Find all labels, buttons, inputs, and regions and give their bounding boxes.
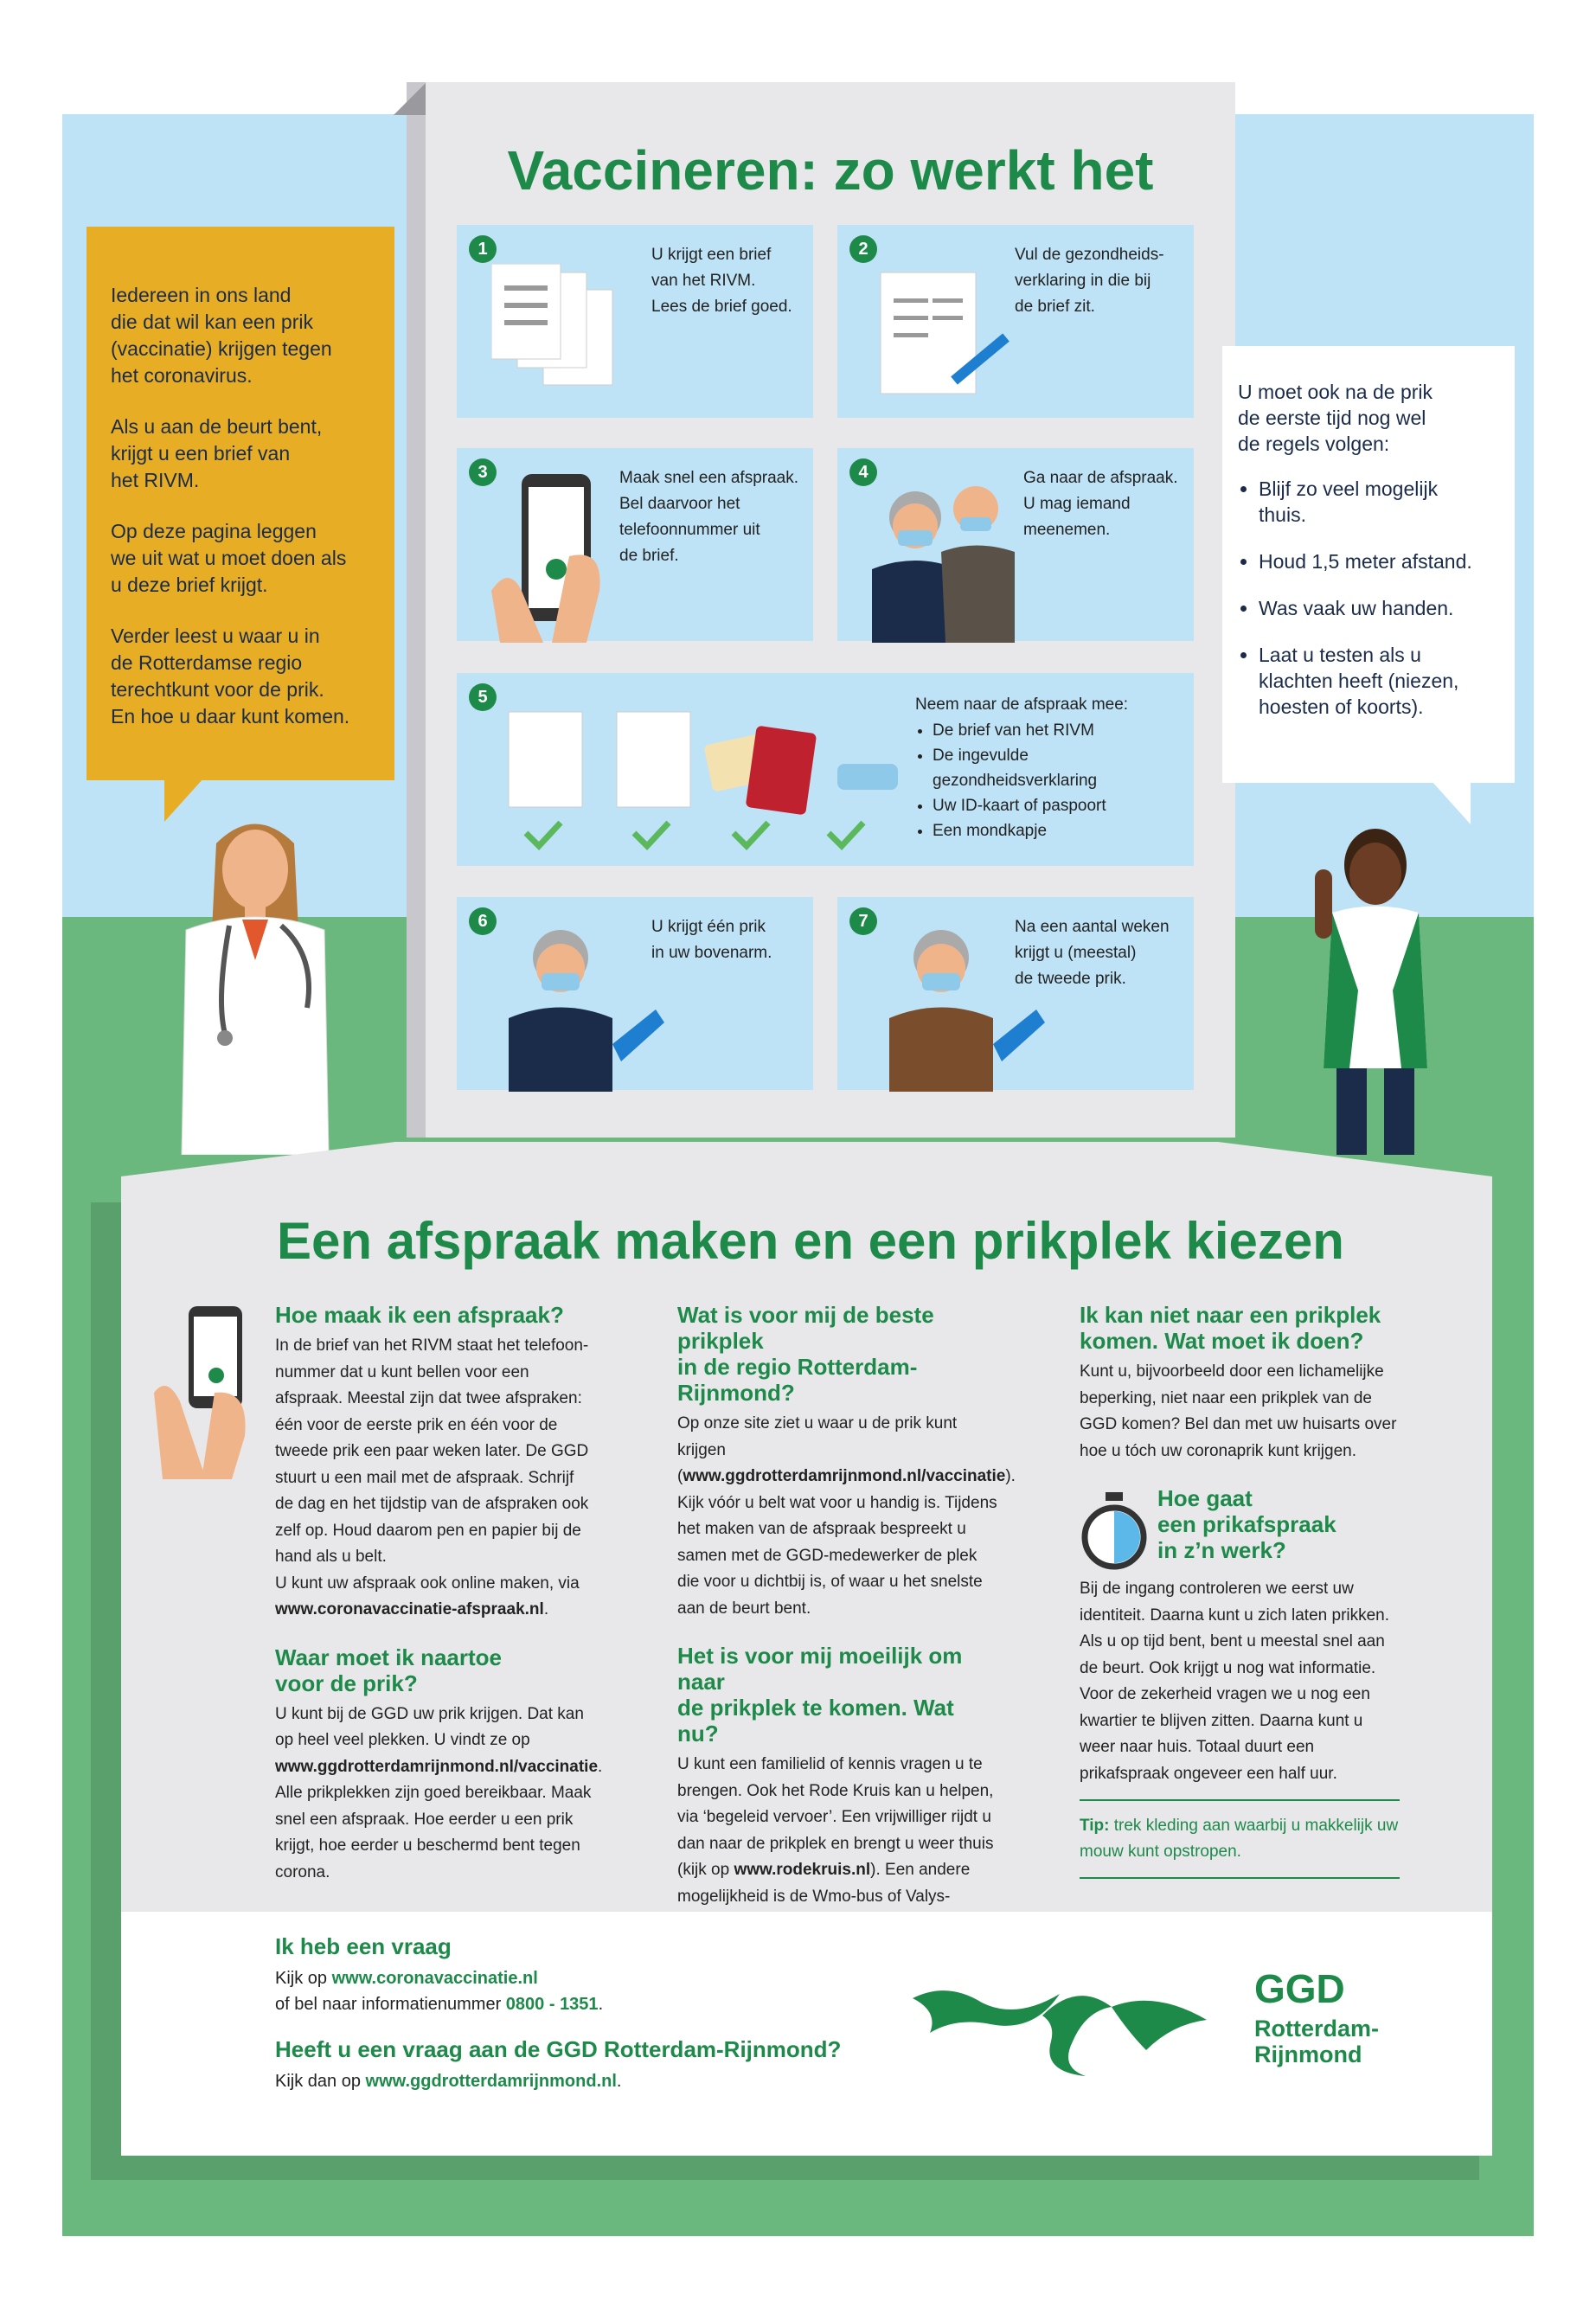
- text-call: of bel naar informatienummer: [275, 1995, 502, 2014]
- step-number: 2: [849, 235, 877, 263]
- punctuation: .: [616, 2072, 622, 2091]
- phone-call-icon: [154, 1306, 258, 1479]
- link-ggdrotterdamrijnmond[interactable]: www.ggdrotterdamrijnmond.nl: [365, 2072, 617, 2091]
- step-2-text: Vul de gezondheids- verklaring in die bij de brief zit.: [1015, 246, 1164, 316]
- rules-bubble: [1222, 346, 1515, 783]
- link-ggd-vaccinatie[interactable]: www.ggdrotterdamrijnmond.nl/vaccinatie: [275, 1757, 599, 1776]
- step-6-text: U krijgt één prik in uw bovenarm.: [651, 918, 772, 962]
- footer-question-text: [275, 1965, 967, 2017]
- step-7-card: [837, 897, 1194, 1090]
- footer-ggd-text: [275, 2068, 967, 2094]
- column-home: [1080, 1302, 1400, 1879]
- step-5-list: [915, 718, 1106, 843]
- step-1-text: U krijgt een brief van het RIVM. Lees de brief goed.: [651, 246, 792, 316]
- couple-masks-icon: [863, 465, 1028, 643]
- step-5-text: Neem naar de afspraak mee:: [915, 695, 1129, 714]
- column-appointment: [275, 1302, 603, 1907]
- step-4-card: [837, 448, 1194, 641]
- rule-item: • Blijf zo veel mogelijk thuis.: [1259, 476, 1499, 528]
- rule-item: • Laat u testen als u klachten heeft (niezen, hoesten of koorts).: [1259, 642, 1499, 720]
- logo-rijnmond: Rijnmond: [1254, 2041, 1362, 2067]
- step-3-text: Maak snel een afspraak. Bel daarvoor het telefoonnummer uit de brief.: [619, 469, 799, 565]
- documents-checklist-icons: [491, 703, 924, 859]
- footer-contact: [275, 1933, 967, 2113]
- link-coronavaccinatie[interactable]: www.coronavaccinatie.nl: [331, 1969, 538, 1988]
- tip-box: [1080, 1799, 1400, 1879]
- step-2-card: [837, 225, 1194, 418]
- heading-cannot-go: Ik kan niet naar een prikplek komen. Wat moet ik doen?: [1080, 1302, 1381, 1354]
- step-7-text: Na een aantal weken krijgt u (meestal) de tweede prik.: [1015, 918, 1170, 988]
- tip-label: Tip:: [1080, 1817, 1110, 1835]
- footer-question-heading: Ik heb een vraag: [275, 1933, 452, 1959]
- heading-how-it-works: Hoe gaat een prikafspraak in z’n werk?: [1157, 1485, 1336, 1563]
- text-how-it-works: Bij de ingang controleren we eerst uw identiteit. Daarna kunt u zich laten prikken. Als u op tijd bent, bent u meestal snel aan de beurt. Ook krijgt u nog wat informatie. Voor de zekerheid vragen we u nog een kwartier te blijven zitten. Daarna kunt u weer naar huis. Totaal duurt een prikafspraak ongeveer een half uur.: [1080, 1580, 1390, 1783]
- text-look-ggd: Kijk dan op: [275, 2072, 361, 2091]
- text-how-appointment: [275, 1333, 595, 1624]
- text-where-to-go: [275, 1702, 603, 1887]
- doctor-illustration: [169, 809, 342, 1155]
- text-best-location: [677, 1411, 1016, 1622]
- rule-item: • Houd 1,5 meter afstand.: [1259, 548, 1499, 574]
- link-rodekruis[interactable]: www.rodekruis.nl: [734, 1861, 871, 1879]
- footer-ggd-heading: Heeft u een vraag aan de GGD Rotterdam-Rijnmond?: [275, 2036, 842, 2062]
- text-transport: [677, 1752, 997, 1937]
- rules-intro: U moet ook na de prik de eerste tijd nog wel de regels volgen:: [1238, 381, 1433, 455]
- logo-rotterdam: Rotterdam-: [1254, 2016, 1380, 2041]
- bring-item: • De ingevulde gezondheidsverklaring: [933, 743, 1106, 793]
- ggd-logo-mark: [913, 1972, 1224, 2085]
- bring-item: • Uw ID-kaart of paspoort: [933, 793, 1106, 818]
- stopwatch-icon: [1080, 1492, 1149, 1570]
- text-look: Kijk op: [275, 1969, 328, 1988]
- intro-paragraph-4: Verder leest u waar u in de Rotterdamse regio terechtkunt voor de prik. En hoe u daar kunt komen.: [111, 625, 350, 727]
- heading-how-appointment: Hoe maak ik een afspraak?: [275, 1302, 564, 1328]
- step-3-card: [457, 448, 813, 641]
- punctuation: .: [598, 1995, 604, 2014]
- heading-where-to-go: Waar moet ik naartoe voor de prik?: [275, 1644, 503, 1696]
- text-transport-intro: U kunt een familielid of kennis vragen u te brengen. Ook het Rode Kruis kan u helpen, via ‘begeleid vervoer’. Een vrijwilliger rijdt u dan naar de prikplek en brengt u weer thuis (kijk op: [677, 1755, 994, 1879]
- step-4-text: Ga naar de afspraak. U mag iemand meenemen.: [1023, 469, 1178, 539]
- step-number: 3: [469, 458, 497, 486]
- text-site-rest: ). Kijk vóór u belt wat voor u handig is. Tijdens het maken van de afspraak bespreekt u samen met de GGD-medewerker de plek die voor u dichtbij is, of waar u het snelste aan de beurt bent.: [677, 1467, 1016, 1618]
- heading-best-location: Wat is voor mij de beste prikplek in de regio Rotterdam-Rijnmond?: [677, 1302, 934, 1406]
- step-6-card: [457, 897, 813, 1090]
- step-number: 5: [469, 683, 497, 711]
- text-cannot-go: Kunt u, bijvoorbeeld door een lichamelijke beperking, niet naar een prikplek van de GGD komen? Bel dan met uw huisarts over hoe u tóch uw coronaprik kunt krijgen.: [1080, 1362, 1397, 1460]
- tower-side: [407, 82, 427, 1138]
- bring-item: • Een mondkapje: [933, 818, 1106, 843]
- how-it-works-header: [1080, 1485, 1400, 1576]
- rule-item: • Was vaak uw handen.: [1259, 595, 1499, 621]
- intro-bubble: [87, 227, 394, 780]
- tower-notch: [394, 82, 426, 115]
- step-5-card: [457, 673, 1194, 866]
- form-pen-icon: [872, 264, 1028, 411]
- punctuation: .: [543, 1600, 549, 1618]
- intro-paragraph-3: Op deze pagina leggen we uit wat u moet doen als u deze brief krijgt.: [111, 520, 347, 596]
- text-online: U kunt uw afspraak ook online maken, via: [275, 1574, 580, 1593]
- step-number: 6: [469, 907, 497, 935]
- link-ggd-vaccinatie-2[interactable]: www.ggdrotterdamrijnmond.nl/vaccinatie: [683, 1467, 1006, 1485]
- logo-ggd: GGD: [1254, 1966, 1345, 2011]
- step-number: 1: [469, 235, 497, 263]
- letters-icon: [491, 264, 647, 411]
- vaccination-arm-icon: [483, 914, 673, 1092]
- step-number: 4: [849, 458, 877, 486]
- step-1-card: [457, 225, 813, 418]
- nurse-illustration: [1298, 817, 1453, 1155]
- text-transport-mid: ). Een andere mogelijkheid is de Wmo-bus of Valys-: [677, 1861, 971, 1906]
- link-afspraak-site[interactable]: www.coronavaccinatie-afspraak.nl: [275, 1600, 544, 1618]
- bring-item: • De brief van het RIVM: [933, 718, 1106, 743]
- step-number: 7: [849, 907, 877, 935]
- info-phone-number[interactable]: 0800 - 1351: [505, 1995, 599, 2014]
- section-title: Een afspraak maken en een prikplek kiezen: [277, 1212, 1344, 1270]
- heading-transport: Het is voor mij moeilijk om naar de prikplek te komen. Wat nu?: [677, 1643, 963, 1747]
- text-where-rest: . Alle prikplekken zijn goed bereikbaar. Maak snel een afspraak. Hoe eerder u een prik krijgt, hoe eerder u beschermd bent tegen corona.: [275, 1757, 603, 1881]
- text-where-intro: U kunt bij de GGD uw prik krijgen. Dat kan op heel veel plekken. U vindt ze op: [275, 1704, 584, 1749]
- text-how-appointment-body: In de brief van het RIVM staat het telefoon-nummer dat u kunt bellen voor een afspraak. Meestal zijn dat twee afspraken: één voor de eerste prik en één voor de tweede prik een paar weken later. De GGD stuurt u een mail met de afspraak. Schrijf de dag en het tijdstip van de afspraken ook zelf op. Houd daarom pen en papier bij de hand als u belt.: [275, 1336, 589, 1566]
- phone-hand-icon: [491, 461, 621, 643]
- intro-paragraph-2: Als u aan de beurt bent, krijgt u een brief van het RIVM.: [111, 415, 323, 491]
- rules-list: [1238, 476, 1499, 720]
- text-site-intro: Op onze site ziet u waar u de prik kunt krijgen (: [677, 1414, 958, 1485]
- intro-paragraph-1: Iedereen in ons land die dat wil kan een prik (vaccinatie) krijgen tegen het coronavirus.: [111, 284, 332, 387]
- tip-text: trek kleding aan waarbij u makkelijk uw mouw kunt opstropen.: [1080, 1817, 1399, 1861]
- page-title: Vaccineren: zo werkt het: [507, 139, 1154, 202]
